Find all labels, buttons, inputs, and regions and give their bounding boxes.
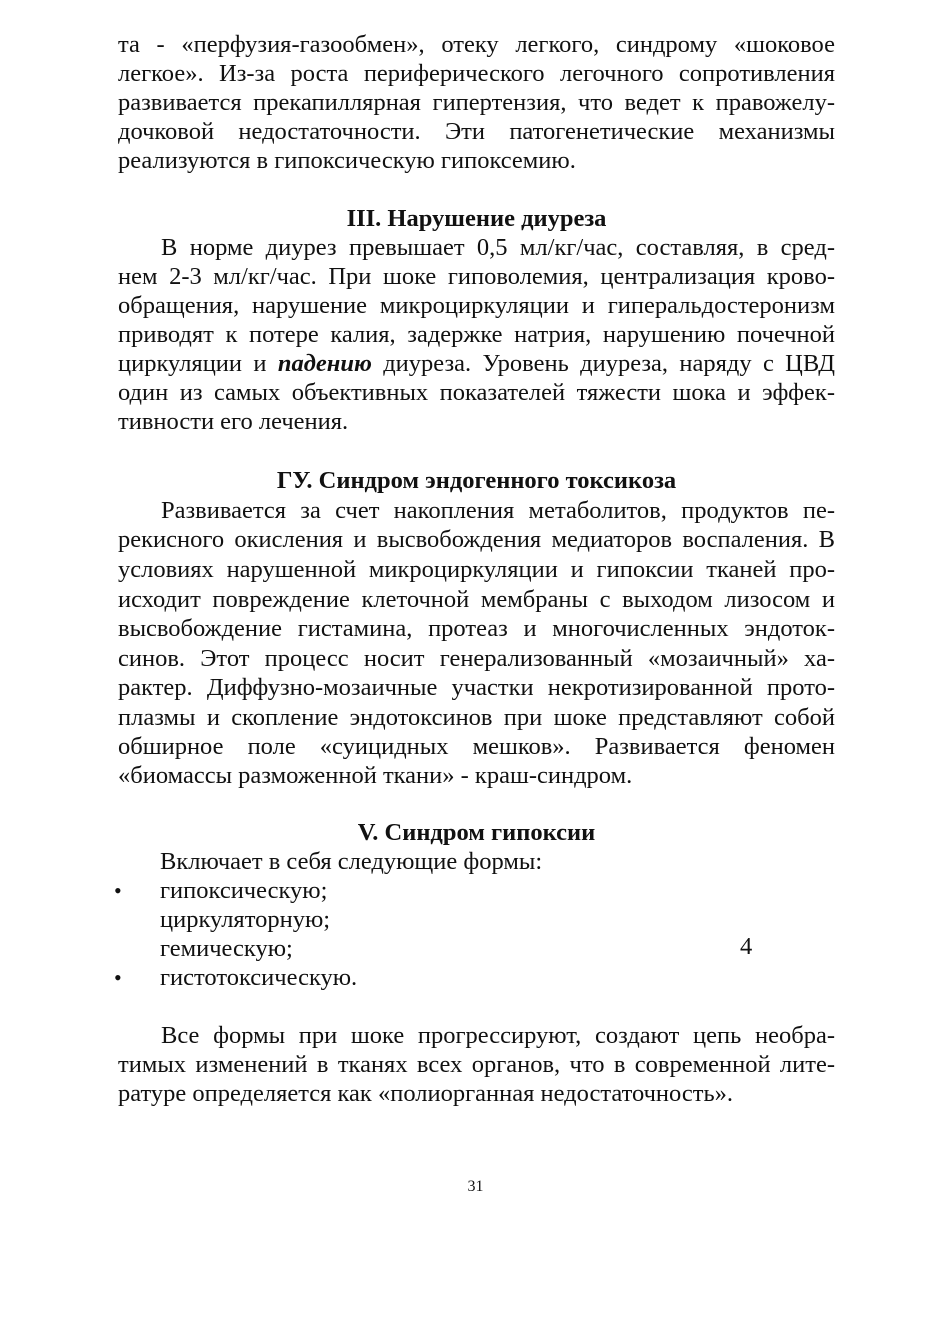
paragraph-line: развивается прекапиллярная гипертензия, что ведет к правожелу-: [118, 89, 835, 116]
paragraph-line: [118, 349, 835, 378]
paragraph-line: тимых изменений в тканях всех органов, что в современной лите-: [118, 1051, 835, 1078]
paragraph-line: один из самых объективных показателей тяжести шока и эффек-: [118, 379, 835, 406]
list-intro: Включает в себя следующие формы:: [160, 848, 543, 875]
section-heading: V. Синдром гипоксии: [357, 819, 596, 846]
paragraph-line: условиях нарушенной микроциркуляции и гипоксии тканей про-: [118, 556, 835, 583]
page-number: 31: [467, 1178, 484, 1195]
list-item: гипоксическую;: [160, 877, 328, 904]
list-item: гемическую;: [160, 935, 293, 962]
paragraph-line: исходит повреждение клеточной мембраны с выходом лизосом и: [118, 586, 835, 613]
paragraph-line: Развивается за счет накопления метаболитов, продуктов пе-: [161, 497, 835, 524]
paragraph-line: В норме диурез превышает 0,5 мл/кг/час, составляя, в сред-: [161, 234, 835, 261]
paragraph-line: рекисного окисления и высвобождения медиаторов воспаления. В: [118, 526, 835, 553]
paragraph-line: нем 2-3 мл/кг/час. При шоке гиповолемия, централизация крово-: [118, 263, 835, 290]
paragraph-line: реализуются в гипоксическую гипоксемию.: [118, 147, 576, 174]
list-item: циркуляторную;: [160, 906, 331, 933]
paragraph-line: приводят к потере калия, задержке натрия, нарушению почечной: [118, 321, 835, 348]
list-item: гистотоксическую.: [160, 964, 358, 991]
paragraph-line: высвобождение гистамина, протеаз и многочисленных эндоток-: [118, 615, 835, 642]
paragraph-line: плазмы и скопление эндотоксинов при шоке представляют собой: [118, 704, 835, 731]
paragraph-line: легкое». Из-за роста периферического легочного сопротивления: [118, 60, 835, 87]
paragraph-line: та - «перфузия-газообмен», отеку легкого, синдрому «шоковое: [118, 31, 835, 58]
bullet-icon: •: [114, 965, 122, 990]
paragraph-line: тивности его лечения.: [118, 408, 349, 435]
bullet-icon: •: [114, 878, 122, 903]
section-heading: ГУ. Синдром эндогенного токсикоза: [276, 467, 677, 494]
paragraph-line: рактер. Диффузно-мозаичные участки некротизированной прото-: [118, 674, 835, 701]
paragraph-line: «биомассы разможенной ткани» - краш-синдром.: [118, 762, 633, 789]
paragraph-line: Все формы при шоке прогрессируют, создают цепь необра-: [161, 1022, 835, 1049]
side-number: 4: [740, 933, 753, 960]
emphasis-text: падению: [277, 350, 372, 377]
paragraph-line: дочковой недостаточности. Эти патогенетические механизмы: [118, 118, 835, 145]
paragraph-line: синов. Этот процесс носит генерализованный «мозаичный» ха-: [118, 645, 835, 672]
section-heading: III. Нарушение диуреза: [346, 205, 607, 232]
text-run: циркуляции и: [118, 350, 278, 377]
paragraph-line: ратуре определяется как «полиорганная недостаточность».: [118, 1080, 734, 1107]
text-run: диуреза. Уровень диуреза, наряду с ЦВД: [371, 350, 835, 377]
paragraph-line: обращения, нарушение микроциркуляции и гиперальдостеронизм: [118, 292, 835, 319]
paragraph-line: обширное поле «суицидных мешков». Развивается феномен: [118, 733, 835, 760]
